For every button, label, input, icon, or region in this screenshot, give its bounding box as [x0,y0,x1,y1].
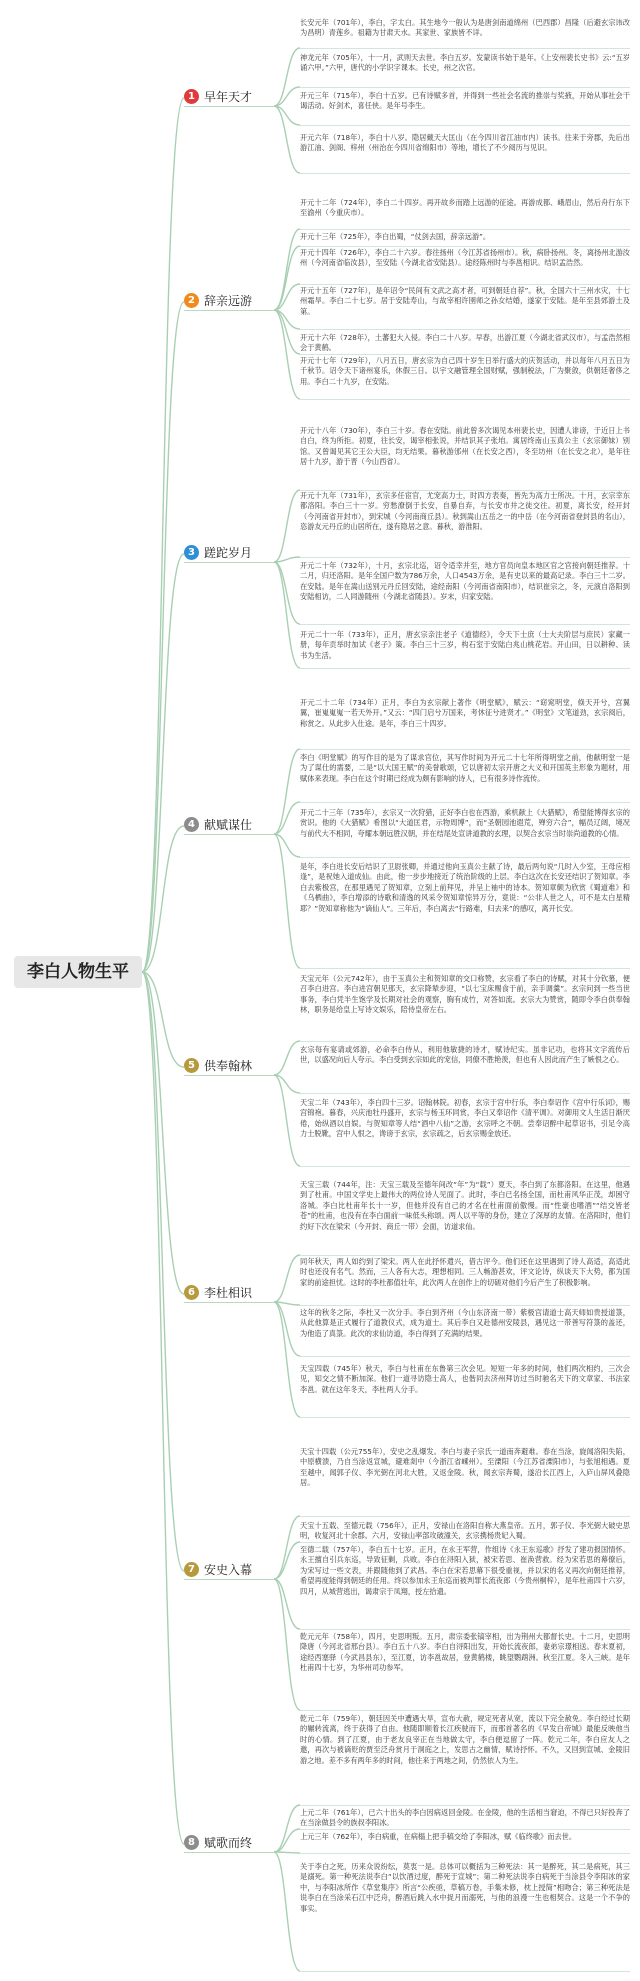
branch-underline [184,1852,274,1853]
timeline-entry[interactable]: 开元十二年（724年），李白二十四岁。再开故乡而踏上远游的征途。再游成都、峨眉山，然后舟行东下至渝州（今重庆市）。 [300,198,630,218]
timeline-entry[interactable]: 长安元年（701年），李白，字太白。其生地今一般认为是唐剑南道绵州（巴西郡）昌隆（后避玄宗讳改为昌明）青莲乡。祖籍为甘肃天水。其家世、家族皆不详。 [300,18,630,38]
branch-node-8[interactable] [184,1832,270,1852]
timeline-entry[interactable]: 开元十三年（725年），李白出蜀，“仗剑去国，辞亲远游”。 [300,232,491,241]
branch-6-to-entry-1 [274,1255,300,1302]
entry-underline [300,87,630,88]
branch-node-2[interactable] [184,290,270,310]
branch-underline [184,834,274,835]
branch-3-to-entry-4 [274,562,300,668]
timeline-entry[interactable]: 天宝四载（745年）秋天，李白与杜甫在东鲁第三次会见。短短一年多的时间，他们两次相约，三次会见，知交之情不断加深。他们一道寻访隐士高人，也偕同去济州拜访过当时驰名天下的文章家、书法家李邕。就在这年冬天，李杜两人分手。 [300,1364,630,1394]
number-badge-icon: 5 [184,1058,199,1073]
branch-underline [184,1302,274,1303]
timeline-entry[interactable]: 关于李白之死，历来众说纷纭，莫衷一是。总体可以概括为三种死法：其一是醉死，其二是病死，其三是溺死。第一种死法说李白“以饮酒过度，醉死于宣城”；第二种死法说李白病死于当涂县令李阳冰的家中，与李阳冰所作《草堂集序》所言“公疾亟，草稿万卷，手集未修，枕上授简”相吻合；第三种死法是说李白在当涂采石江中泛舟，醉酒后跳入水中捉月而溺死，与他的浪漫一生也相契合。这是一个不争的事实。 [300,1862,630,1913]
branch-4-to-entry-1 [274,749,300,834]
entry-underline [300,1417,630,1418]
root-node[interactable] [14,956,142,988]
entry-underline [300,1829,630,1830]
root-to-branch-2 [142,302,184,972]
number-badge-icon: 4 [184,817,199,832]
timeline-entry[interactable]: 这年的秋冬之际，李杜又一次分手。李白到齐州（今山东济南一带）紫极宫请道士高天师如贵授道箓，从此他算是正式履行了道教仪式，成为道士。其后李白又赴德州安陵县，遇见这一带善写符箓的盖还，为他造了真箓。此次的求仙访道，李白得到了充满的结果。 [300,1308,630,1338]
timeline-entry[interactable]: 开元二十三年（735年），玄宗又一次狩猎，正好李白也在西游，乘机献上《大猎赋》，希望能博得玄宗的赏识。他的《大猎赋》希图以“大道匡君，示物周博”，而“圣朝园池遐荒，殚穷六合”，幅员辽阔，境况与前代大不相同，夸耀本朝远胜汉朝，并在结尾处宣讲道教的玄理，以契合玄宗当时崇尚道教的心情。 [300,808,630,838]
branch-underline [184,106,274,107]
timeline-entry[interactable]: 开元十九年（731年），玄宗多任宦官，尤宠高力士，时四方表奏，皆先为高力士所决。十月，玄宗幸东都洛阳。李白三十一岁。穷愁潦倒于长安，自暴自弃，与长安市井之徒交往。初夏，离长安，经开封（今河南省开封市），到宋城（今河南商丘县）。秋到嵩山五岳之一的中岳（在今河南省登封县的名山），恣游友元丹丘的山居所在，遂有隐居之意。暮秋，游淮阳。 [300,491,630,532]
root-to-branch-1 [142,98,184,972]
branch-title: 早年天才 [204,89,253,104]
branch-5-to-entry-1 [274,1041,300,1075]
root-to-branch-5 [142,972,184,1067]
entry-underline [300,173,630,174]
timeline-entry[interactable]: 李白《明堂赋》的写作目的是为了谋求官位，其写作时间为开元二十七年所得明堂之前，他献明堂一是为了谋仕的需要，二是“以大国王赋”的美誉歌颂，它以唐初太宗开唐之大义和开国英主形象为题材，用赋体来表现。李白在这个时期已经成为颇有影响的诗人，已有很多诗作流传。 [300,753,630,783]
branch-7-to-entry-3 [274,1579,300,1629]
branch-1-to-entry-1 [274,48,300,106]
entry-underline [300,284,630,285]
branch-4-to-entry-2 [274,802,300,834]
entry-underline [300,354,630,355]
entry-underline [300,1041,630,1042]
branch-8-to-entry-1 [274,1805,300,1852]
branch-underline [184,1075,274,1076]
branch-2-to-entry-5 [274,310,300,354]
branch-title: 李杜相识 [204,1285,253,1300]
branch-title: 蹉跎岁月 [204,545,253,560]
number-badge-icon: 7 [184,1562,199,1577]
entry-underline [300,399,630,400]
timeline-entry[interactable]: 至德二载（757年），李白五十七岁。正月，在永王军营，作组诗《永王东巡歌》抒发了建功报国情怀。永王擅自引兵东巡，导致征剿，兵败。李白在浔阳入狱，被宋若思、崔涣营救。经为宋若思的幕僚后，为宋写过一些文表，并跟随他到了武昌。李白在宋若思幕下很受重视，并以宋的名义再次向朝廷推荐，希望再度能得到朝廷的任用。终以参加永王东巡而被判罪长流夜郎（今贵州桐梓），是年杜甫四十六岁，四月，从城营逃出，谒肃宗于凤翔，授左拾遗。 [300,1545,630,1596]
timeline-entry[interactable]: 天宝十四载（公元755年），安史之乱爆发。李白与妻子宗氏一道南奔避难。春在当涂，旋闻洛阳失陷，中原横溃，乃自当涂返宣城，避难剡中（今浙江省嵊州）。至溧阳（今江苏省溧阳市），与张旭相遇。夏至越中，闻郭子仪、李光弼在河北大胜，又返金陵。秋，闻玄宗奔蜀，遂沿长江西上，入庐山屏风叠隐居。 [300,1447,630,1488]
branch-7-to-entry-1 [274,1516,300,1579]
entry-underline [300,1255,630,1256]
timeline-entry[interactable]: 开元十五年（727年），是年诏令“民间有文武之高才者，可到朝廷自荐”。秋，全国六十三州水灾，十七州霜旱。李白二十七岁。居于安陆寿山，与故宰相许圉师之孙女结婚，遂家于安陆。是年至县郊游土及第。 [300,286,630,316]
entry-underline [300,1542,630,1543]
branch-2-to-entry-2 [274,246,300,310]
number-badge-icon: 2 [184,293,199,308]
timeline-entry[interactable]: 开元六年（718年），李白十八岁。隐居戴天大匡山（在今四川省江油市内）读书。往来于旁郡，先后出游江油、剑阁、梓州（州治在今四川省绵阳市）等地，增长了不少阅历与见识。 [300,133,630,153]
timeline-entry[interactable]: 天宝十五载、至德元载（756年），正月，安禄山在洛阳自称大燕皇帝。五月，郭子仪、李光弼大破史思明，收复河北十余郡。六月，安禄山率部攻破潼关，玄宗携杨贵妃入蜀。 [300,1521,630,1541]
entry-underline [300,857,630,858]
branch-node-1[interactable] [184,86,270,106]
branch-6-to-entry-4 [274,1302,300,1417]
branch-title: 辞亲远游 [204,293,253,308]
entry-underline [300,246,630,247]
entry-underline [300,1853,630,1854]
entry-underline [300,749,630,750]
number-badge-icon: 3 [184,545,199,560]
branch-underline [184,310,274,311]
number-badge-icon: 1 [184,89,199,104]
branch-node-5[interactable] [184,1055,270,1075]
branch-2-to-entry-1 [274,229,300,310]
timeline-entry[interactable]: 开元二十年（732年），十月，玄宗北巡，诏令适幸并至，地方官员向皇本地区官之官接向朝廷推荐。十二月，归还洛阳。是年全国户数为786万余，人口4543万余，是有史以来的最高记录。李白三十二岁。在安陆。是年在嵩山送别元丹丘回安陆，途经南阳（今河南省南阳市），结识崔宗之，冬，元演自洛阳到安陆相访，二人同游随州（今湖北省随县）。岁末，归家安陆。 [300,561,630,602]
branch-title: 赋歌而终 [204,1835,253,1850]
root-title: 李白人物生平 [27,962,129,982]
entry-underline [300,125,630,126]
entry-underline [300,1629,630,1630]
entry-underline [300,624,630,625]
timeline-entry[interactable]: 开元二十二年（734年）正月，李白为玄宗献上著作《明堂赋》，赋云：“窈窕明堂，倏天开兮，宫翼翼，崔嵬嵬嵬一若天外开。”又云：“四门启兮万国来，考休征兮进贤才。”《明堂》文笔道劲，玄宗阅后，称赏之。从此步入仕途。是年，李白三十四岁。 [300,698,630,728]
timeline-entry[interactable]: 乾元二年（759年），朝廷因关中遭遇大旱，宣布大赦，规定死者从宽，流以下完全赦免。李白经过长期的辗转流离，终于获得了自由。他随即顺着长江疾驶而下，而那首著名的《早发白帝城》最能反映他当时的心情。到了江夏，由于老友良宰正在当地做太守，李白便逗留了一阵。乾元二年，李白应友人之邀，再次与被谪贬的贾至泛舟赏月于洞庭之上，发思古之幽情，赋诗抒怀。不久，又回到宣城、金陵旧游之地。差不多有两年多的时间，他往来于两地之间，仍然依人为生。 [300,1714,630,1765]
branch-node-6[interactable] [184,1282,270,1302]
timeline-entry[interactable]: 开元十八年（730年），李白三十岁。春在安陆。前此曾多次谒见本州裴长史，因遭人诽谤，于近日上书自白，终为所拒。初夏，往长安，谒宰相张说，并结识其子张垍。寓居终南山玉真公主（玄宗御妹）别馆。又曾谒见其它王公大臣，均无结果。暮秋游邠州（在长安之西），冬至坊州（在长安之北），是年往居十九岁，游于晋（今山西省）。 [300,426,630,467]
entry-underline [300,1356,630,1357]
branch-7-to-entry-4 [274,1579,300,1710]
branch-node-3[interactable] [184,542,270,562]
branch-3-to-entry-1 [274,490,300,562]
timeline-entry[interactable]: 乾元元年（758年），四月，史思明叛。五月，肃宗委张镐宰相，出为荆州大都督长史。十二月，史思明降唐（今河北省邢台县）。李白五十八岁。李白自浔阳出发，开始长流夜郎，妻弟宗璟相送。春末夏初，途经西塞驿（今武昌县东），至江夏，访李邕故居，登黄鹤楼，眺望鹦鹉洲。秋至江夏。冬入三峡。是年杜甫四十七岁，为华州司功参军。 [300,1632,630,1673]
branch-8-to-entry-4 [274,1852,300,1971]
branch-node-4[interactable] [184,814,270,834]
timeline-entry[interactable]: 是年，李白进长安后结识了卫尉张卿，并通过他向玉真公主献了诗，最后两句说“几时入少室，王母应相逢”，是祝她入道成仙。由此，他一步步地接近了统治阶级的上层。李白这次在长安还结识了贺知章。李白去紫极宫，在那里遇见了贺知章，立刻上前拜见，并呈上袖中的诗本。贺知章颇为欣赏《蜀道难》和《乌栖曲》，李白增添的诗歌和清逸的风采令贺知章惊异万分，竟说：“公非人世之人，可不是太白星精耶？”贺知章称他为“谪仙人”。三年后，李白离去“行路难，归去来”的感叹，离开长安。 [300,862,630,913]
branch-2-to-entry-6 [274,310,300,399]
entry-underline [300,1516,630,1517]
branch-5-to-entry-3 [274,1075,300,1166]
timeline-entry[interactable]: 天宝元年（公元742年），由于玉真公主和贺知章的交口称赞，玄宗看了李白的诗赋，对其十分钦慕，便召李白进宫。李白进宫朝见那天，玄宗降辇步迎，“以七宝床赐食于前，亲手调羹”。玄宗问到一些当世事务，李白凭半生饱学及长期对社会的观察，胸有成竹，对答如流。玄宗大为赞赏，随即令李白供奉翰林，职务是给皇上写诗文娱乐，陪侍皇帝左右。 [300,974,630,1015]
branch-4-to-entry-4 [274,834,300,968]
entry-underline [300,557,630,558]
entry-underline [300,1710,630,1711]
timeline-entry[interactable]: 开元二十一年（733年），正月，唐玄宗亲注老子《道德经》，令天下士庶（士大夫阶层与庶民）家藏一册，每年贡举时加试《老子》策。李白三十三岁，构石室于安陆白兆山桃花岩。开山田，日以耕种、读书为生活。 [300,630,630,660]
number-badge-icon: 8 [184,1835,199,1850]
timeline-entry[interactable]: 玄宗每有宴请或郊游，必命李白侍从，利用他敏捷的诗才，赋诗纪实。虽非记功，也将其文字流传后世，以盛况向后人夸示。李白受到玄宗如此的宠信，同僚不胜艳羡，但也有人因此而产生了嫉恨之心。 [300,1045,630,1065]
entry-underline [300,802,630,803]
branch-title: 安史入幕 [204,1562,253,1577]
timeline-entry[interactable]: 天宝二年（743年），李白四十三岁。诏翰林院。初春，玄宗于宫中行乐，李白奉诏作《宫中行乐词》，赐宫锦袍。暮春，兴庆池牡丹盛开，玄宗与杨玉环同赏，李白又奉诏作《清平调》。对御用文人生活日渐厌倦，始纵酒以自娱。与贺知章等人结“酒中八仙”之游，玄宗呼之不朝。尝奉诏醉中起草诏书，引足令高力士脱靴，宫中人恨之，谗谤于玄宗，玄宗疏之，后玄宗赐金放还。 [300,1098,630,1139]
entry-underline [300,48,630,49]
timeline-entry[interactable]: 上元三年（762年），李白病重，在病榻上把手稿交给了李阳冰，赋《临终歌》而去世。 [300,1832,577,1841]
entry-underline [300,329,630,330]
branch-underline [184,1579,274,1580]
entry-underline [300,1805,630,1806]
timeline-entry[interactable]: 开元十六年（728年），土蕃犯大入侵。李白二十八岁。早春，出游江夏（今湖北省武汉市），与孟浩然相会于黄鹤。 [300,333,630,353]
timeline-entry[interactable]: 同年秋天，两人如约到了梁宋。两人在此抒怀遣兴，借古评今。他们还在这里遇到了诗人高适，高适此时也还没有名气。然而，三人各有大志，理想相同。三人畅游甚欢，评文论诗，纵谈天下大势，都为国家的前途担忧。这时的李杜都值壮年，此次两人在创作上的切磋对他们今后产生了积极影响。 [300,1257,630,1287]
branch-8-to-entry-3 [274,1852,300,1853]
branch-8-to-entry-2 [274,1829,300,1852]
timeline-entry[interactable]: 开元十四年（726年），李白二十六岁。春往扬州（今江苏省扬州市）。秋，病卧扬州。冬，离扬州北游汝州（今河南省临汝县），至安陆（今湖北省安陆县）。途经陈州时与李邕相识。结识孟浩然。 [300,248,630,268]
number-badge-icon: 6 [184,1285,199,1300]
branch-title: 供奉翰林 [204,1058,253,1073]
branch-6-to-entry-3 [274,1302,300,1356]
root-to-branch-7 [142,972,184,1571]
entry-underline [300,1305,630,1306]
branch-underline [184,562,274,563]
entry-underline [300,1166,630,1167]
entry-underline [300,968,630,969]
branch-node-7[interactable] [184,1559,270,1579]
entry-underline [300,1971,630,1972]
timeline-entry[interactable]: 上元二年（761年），已六十出头的李白因病返回金陵。在金陵，他的生活相当窘迫，不得已只好投奔了在当涂做县令的族叔李阳冰。 [300,1808,630,1828]
entry-underline [300,1093,630,1094]
timeline-entry[interactable]: 开元十七年（729年），八月五日，唐玄宗为自己四十岁生日举行盛大的庆贺活动，并以每年八月五日为千秋节。诏令天下诸州宴乐，休假三日。以宇文融管理全国财赋，强制税法，广为聚敛，供朝廷奢侈之用。李白二十九岁，在安陆。 [300,356,630,386]
timeline-entry[interactable]: 开元三年（715年），李白十五岁。已有诗赋多首，并得到一些社会名流的推崇与奖掖，开始从事社会干谒活动。好剑术，喜任侠。是年号李生。 [300,91,630,111]
entry-underline [300,229,630,230]
entry-underline [300,668,630,669]
timeline-entry[interactable]: 神龙元年（705年），十一月，武则天去世。李白五岁。发蒙读书始于是年。《上安州裴长史书》云:“五岁诵六甲。”六甲，唐代的小学识字课本。长史，州之次官。 [300,53,630,73]
timeline-entry[interactable]: 天宝三载（744年，注：天宝三载及至德年间改“年”为“载”）夏天，李白到了东都洛阳。在这里，他遇到了杜甫。中国文学史上最伟大的两位诗人见面了。此时，李白已名扬全国，而杜甫风华正茂，却困守洛城。李白比杜甫年长十一岁，但他并没有自己的才名在杜甫面前傲慢。而“性豪也嗜酒”“结交皆老苍”的杜甫，也没有在李白面前一味低头称颂。两人以平等的身份，建立了深厚的友情。在洛阳时，他们约好下次在梁宋（今开封、商丘一带）会面，访道求仙。 [300,1180,630,1231]
branch-title: 献赋谋仕 [204,817,253,832]
root-to-branch-8 [142,972,184,1844]
